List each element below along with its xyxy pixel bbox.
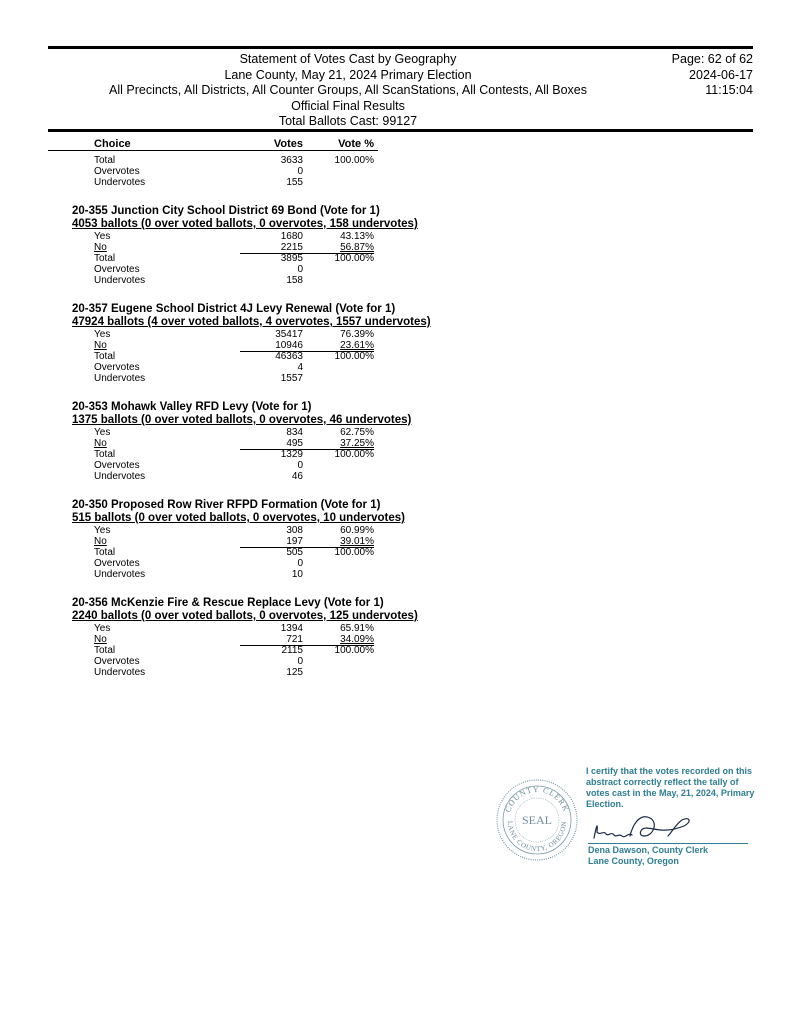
contest-section bbox=[0, 597, 800, 678]
report-meta bbox=[600, 52, 753, 99]
contest-ballots-summary: 1375 ballots (0 over voted ballots, 0 overvotes, 46 undervotes) bbox=[72, 414, 412, 426]
contest-ballots-summary: 47924 ballots (4 over voted ballots, 4 overvotes, 1557 undervotes) bbox=[72, 316, 431, 328]
table-row: Total 1329 100.00% bbox=[94, 449, 374, 460]
carryover-section bbox=[0, 155, 800, 188]
contest-title: 20-356 McKenzie Fire & Rescue Replace Levy (Vote for 1) bbox=[72, 597, 384, 609]
page-number: Page: 62 of 62 bbox=[671, 52, 753, 66]
contest-title: 20-355 Junction City School District 69 Bond (Vote for 1) bbox=[72, 205, 380, 217]
report-header bbox=[48, 52, 648, 130]
contest-ballots-summary: 4053 ballots (0 over voted ballots, 0 overvotes, 158 undervotes) bbox=[72, 218, 418, 230]
contest-title: 20-353 Mohawk Valley RFD Levy (Vote for 1) bbox=[72, 401, 312, 413]
contest-title: 20-357 Eugene School District 4J Levy Renewal (Vote for 1) bbox=[72, 303, 396, 315]
table-row: Yes 1394 65.91% bbox=[94, 623, 374, 634]
column-header-votes: Votes bbox=[273, 138, 303, 150]
table-row: Undervotes 46 bbox=[94, 471, 303, 482]
table-row: Yes 834 62.75% bbox=[94, 427, 374, 438]
table-row: No 197 39.01% bbox=[0, 536, 800, 547]
clerk-name: Dena Dawson, County Clerk bbox=[588, 845, 709, 855]
seal-bottom-text: LANE COUNTY, OREGON bbox=[505, 820, 569, 854]
contest-title: 20-350 Proposed Row River RFPD Formation (Vote for 1) bbox=[72, 499, 381, 511]
contest-ballots-summary: 515 ballots (0 over voted ballots, 0 overvotes, 10 undervotes) bbox=[72, 512, 405, 524]
county-clerk-seal bbox=[495, 778, 579, 862]
table-row: Overvotes 0 bbox=[94, 558, 303, 569]
contest-ballots-summary: 2240 ballots (0 over voted ballots, 0 overvotes, 125 undervotes) bbox=[72, 610, 418, 622]
table-row: Overvotes 0 bbox=[94, 264, 303, 275]
table-row: Undervotes 158 bbox=[94, 275, 303, 286]
results-status: Official Final Results bbox=[291, 98, 405, 113]
seal-center-text: SEAL bbox=[522, 813, 552, 827]
report-time: 11:15:04 bbox=[705, 83, 753, 97]
table-row: Yes 35417 76.39% bbox=[94, 329, 374, 340]
report-scope: All Precincts, All Districts, All Counter Groups, All ScanStations, All Contests, All Boxes bbox=[109, 83, 587, 97]
contest-section bbox=[0, 303, 800, 384]
election-name: Lane County, May 21, 2024 Primary Election bbox=[224, 67, 472, 82]
table-row: Total 3633 100.00% bbox=[94, 155, 374, 166]
column-header-rule bbox=[48, 150, 378, 151]
svg-text:COUNTY CLERK bbox=[503, 785, 571, 814]
table-row: Undervotes 10 bbox=[94, 569, 303, 580]
seal-icon bbox=[495, 778, 579, 862]
contest-section bbox=[0, 205, 800, 286]
table-row: Undervotes 1557 bbox=[94, 373, 303, 384]
table-row: Total 3895 100.00% bbox=[94, 253, 374, 264]
results-body bbox=[0, 155, 800, 678]
contest-section bbox=[0, 401, 800, 482]
table-row: Total 2115 100.00% bbox=[94, 645, 374, 656]
clerk-office: Lane County, Oregon bbox=[588, 856, 679, 866]
table-row: Overvotes 0 bbox=[94, 166, 303, 177]
table-row: Overvotes 0 bbox=[94, 460, 303, 471]
top-rule bbox=[48, 46, 753, 49]
table-row: No 721 34.09% bbox=[0, 634, 800, 645]
table-row: Undervotes 125 bbox=[94, 667, 303, 678]
table-row: Undervotes 155 bbox=[94, 177, 303, 188]
header-rule bbox=[48, 129, 753, 132]
report-title: Statement of Votes Cast by Geography bbox=[239, 52, 457, 66]
column-header-choice: Choice bbox=[94, 138, 131, 150]
table-row: No 10946 23.61% bbox=[0, 340, 800, 351]
report-date: 2024-06-17 bbox=[689, 67, 753, 82]
table-row: Yes 308 60.99% bbox=[94, 525, 374, 536]
table-row: Total 46363 100.00% bbox=[94, 351, 374, 362]
table-row: No 495 37.25% bbox=[0, 438, 800, 449]
table-row: Overvotes 0 bbox=[94, 656, 303, 667]
column-header-vote-pct: Vote % bbox=[338, 138, 374, 150]
certification-statement: I certify that the votes recorded on this abstract correctly reflect the tally of votes cast in the May, 21, 2024, Primary Election. bbox=[586, 766, 755, 809]
contest-section bbox=[0, 499, 800, 580]
clerk-signature bbox=[588, 806, 698, 844]
table-row: Overvotes 4 bbox=[94, 362, 303, 373]
table-row: Yes 1680 43.13% bbox=[94, 231, 374, 242]
signature-line bbox=[588, 843, 748, 844]
table-row: No 2215 56.87% bbox=[0, 242, 800, 253]
table-row: Total 505 100.00% bbox=[94, 547, 374, 558]
seal-top-text: COUNTY CLERK bbox=[503, 784, 571, 814]
signature-icon bbox=[588, 806, 698, 844]
total-ballots: Total Ballots Cast: 99127 bbox=[278, 114, 418, 128]
